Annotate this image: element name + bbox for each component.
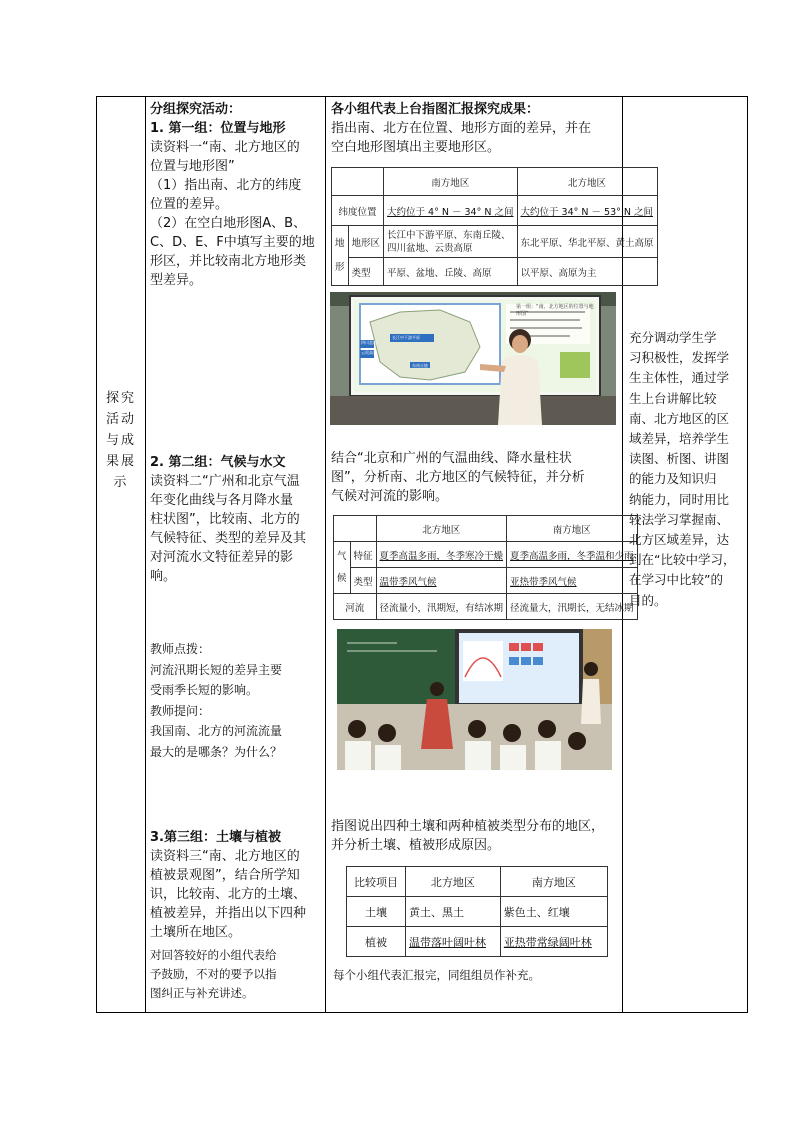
group2-title: 2. 第二组：气候与水文 (150, 455, 286, 470)
teacher-note-line: 受雨季长短的影响。 (150, 683, 259, 697)
results-heading: 各小组代表上台指图汇报探究成果： (331, 102, 540, 117)
table-bottom-border (96, 1012, 748, 1013)
teacher-note-line: 教师提问： (150, 703, 211, 718)
river-north: 径流量小，汛期短，有结冰期 (376, 594, 507, 620)
group3-title: 3.第三组：土壤与植被 (150, 830, 281, 845)
group1-line: （2）在空白地形图A、B、 (150, 216, 307, 231)
design-intent-line: 域差异，培养学生 (629, 431, 730, 447)
feature-north: 夏季高温多雨，冬季寒冷干燥 (376, 542, 507, 568)
soil-north: 黄土、黑土 (406, 897, 501, 927)
photo1-caption: 第一组：“南、北方地区的位置与地形图” (516, 304, 594, 317)
design-intent-line: 较法学习掌握南、 (629, 511, 730, 527)
soil-south: 紫色土、红壤 (500, 897, 607, 927)
group3-line: 识，比较南、北方的土壤、 (150, 887, 307, 902)
row-label-river: 河流 (334, 594, 377, 620)
group1-line: （1）指出南、北方的纬度 (150, 178, 302, 193)
group1-line: C、D、E、F中填写主要的地 (150, 235, 315, 250)
soil-vegetation-table (346, 866, 608, 957)
teacher-note-line: 我国南、北方的河流流量 (150, 724, 283, 738)
group1-line: 读资料一“南、北方地区的 (150, 140, 300, 155)
soil-intro-line: 并分析土壤、植被形成原因。 (331, 838, 501, 853)
table-col-line-2 (145, 96, 146, 1013)
teacher-note-line: 教师点拨： (150, 642, 211, 656)
feature-south: 夏季高温多雨，冬季温和少雨 (507, 542, 638, 568)
table-header-south: 南方地区 (384, 168, 517, 196)
column-activities (150, 100, 322, 290)
design-intent-line: 目的。 (629, 592, 667, 608)
design-intent-line: 北方区域差异，达 (629, 532, 730, 548)
soil-intro (331, 817, 621, 855)
group3-line: 土壤所在地区。 (150, 925, 242, 940)
type-north: 温带季风气候 (376, 568, 507, 594)
row-label-vegetation: 植被 (347, 927, 406, 957)
group1-title: 1. 第一组：位置与地形 (150, 121, 286, 136)
climate-intro (331, 449, 621, 506)
group2-block (150, 453, 322, 586)
design-intent-line: 到在“比较中学习， (629, 552, 736, 568)
table-header-item: 比较项目 (347, 867, 406, 897)
teacher-note-line: 最大的是哪条？为什么？ (150, 744, 283, 759)
design-intent-line: 读图、析图、讲图 (629, 451, 730, 467)
row-label-soil: 土壤 (347, 897, 406, 927)
group2-line: 对河流水文特征差异的影 (150, 550, 294, 565)
type-north: 以平原、高原为主 (517, 258, 657, 286)
table-col-line-1 (96, 96, 97, 1013)
design-intent-line: 的能力及知识归 (629, 471, 717, 487)
encouragement-line: 对回答较好的小组代表给 (150, 948, 277, 962)
activities-heading: 分组探究活动： (150, 102, 242, 117)
row-label-terrain: 地形 (332, 226, 349, 286)
climate-intro-line: 图”，分析南、北方地区的气候特征，并分析 (331, 470, 585, 485)
group1-line: 位置的差异。 (150, 197, 229, 212)
group1-line: 位置与地形图” (150, 159, 235, 174)
row-label-type: 类型 (350, 568, 376, 594)
results-intro-line: 指出南、北方在位置、地形方面的差异，并在 (331, 121, 592, 136)
results-intro (331, 100, 621, 157)
group2-line: 年变化曲线与各月降水量 (150, 493, 294, 508)
photo-illustration (337, 629, 612, 770)
table-header-north: 北方地区 (517, 168, 657, 196)
latitude-north: 大约位于 34° N － 53° N 之间 (517, 196, 657, 226)
group3-block (150, 828, 322, 942)
table-cell (334, 516, 377, 542)
design-intent-line: 生主体性，通过学 (629, 370, 730, 386)
design-intent (629, 328, 745, 611)
table-col-line-5 (747, 96, 748, 1013)
vegetation-south: 亚热带常绿阔叶林 (500, 927, 607, 957)
group2-line: 响。 (150, 569, 177, 584)
table-header-south: 南方地区 (507, 516, 638, 542)
terrain-comparison-table (331, 167, 658, 286)
river-south: 径流量大，汛期长，无结冰期 (507, 594, 638, 620)
row-label-latitude: 纬度位置 (332, 196, 384, 226)
region-south-line: 四川盆地、云贵高原 (387, 242, 473, 254)
group3-line: 植被差异，并指出以下四种 (150, 906, 307, 921)
group2-line: 气候特征、类型的差异及其 (150, 531, 307, 546)
table-col-line-3 (325, 96, 326, 1013)
type-south: 平原、盆地、丘陵、高原 (384, 258, 517, 286)
group2-line: 读资料二“广州和北京气温 (150, 474, 300, 489)
climate-intro-line: 气候对河流的影响。 (331, 489, 449, 504)
row-label-type: 类型 (348, 258, 384, 286)
table-header-north: 北方地区 (406, 867, 501, 897)
photo1-map-label: 东南丘陵 (412, 363, 428, 368)
photo1-map-label: 云贵高原 (361, 350, 377, 355)
classroom-photo-students (337, 629, 612, 770)
table-top-border (96, 96, 748, 97)
climate-intro-line: 结合“北京和广州的气温曲线、降水量柱状 (331, 451, 572, 466)
teacher-note-line: 河流汛期长短的差异主要 (150, 662, 283, 677)
climate-comparison-table (333, 515, 638, 620)
region-north: 东北平原、华北平原、黄土高原 (517, 226, 657, 258)
table-cell (332, 168, 384, 196)
teacher-note (150, 639, 322, 762)
group3-line: 读资料三“南、北方地区的 (150, 849, 300, 864)
classroom-photo-map (330, 292, 616, 425)
supplement-note: 每个小组代表汇报完，同组组员作补充。 (333, 968, 540, 982)
design-intent-line: 习积极性，发挥学 (629, 350, 730, 366)
row-label-region: 地形区 (348, 226, 384, 258)
group1-line: 型差异。 (150, 273, 203, 288)
group1-line: 形区，并比较南北方地形类 (150, 254, 307, 269)
row-label-feature: 特征 (350, 542, 376, 568)
encouragement-line: 图纠正与补充讲述。 (150, 986, 254, 1000)
group3-line: 植被景观图”，结合所学知 (150, 868, 300, 883)
photo1-map-label: 四川盆地 (361, 340, 377, 345)
latitude-south: 大约位于 4° N － 34° N 之间 (384, 196, 517, 226)
photo1-map-label: 长江中下游平原 (392, 335, 420, 340)
vegetation-north: 温带落叶阔叶林 (406, 927, 501, 957)
design-intent-line: 生上台讲解比较 (629, 390, 717, 406)
region-south-line: 长江中下游平原、东南丘陵、 (387, 229, 511, 241)
design-intent-line: 纳能力，同时用比 (629, 491, 730, 507)
results-intro-line: 空白地形图填出主要地形区。 (331, 140, 501, 155)
design-intent-line: 充分调动学生学 (629, 330, 717, 345)
encouragement-line: 予鼓励，不对的要予以指 (150, 967, 277, 981)
soil-intro-line: 指图说出四种土壤和两种植被类型分布的地区， (331, 819, 605, 834)
encouragement-note (150, 946, 322, 1003)
row-label-climate: 气候 (334, 542, 351, 594)
table-header-north: 北方地区 (376, 516, 507, 542)
region-south (384, 226, 517, 258)
design-intent-line: 南、北方地区的区 (629, 410, 730, 426)
stage-label: 探究活动与成果展示 (105, 391, 136, 490)
group2-line: 柱状图”，比较南、北方的 (150, 512, 300, 527)
type-south: 亚热带季风气候 (507, 568, 638, 594)
design-intent-line: 在学习中比较”的 (629, 572, 723, 588)
table-header-south: 南方地区 (500, 867, 607, 897)
